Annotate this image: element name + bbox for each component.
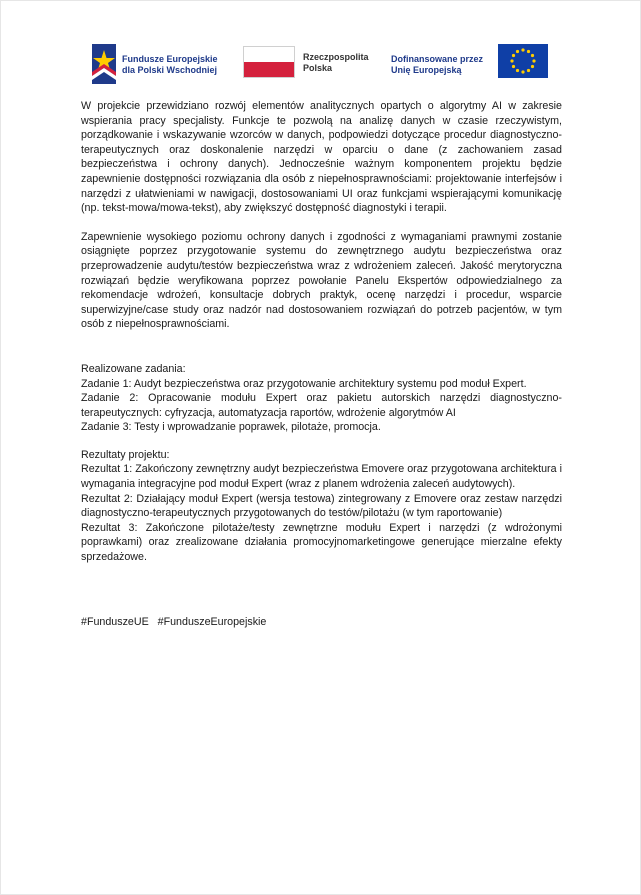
- result-item-2: Rezultat 2: Działający moduł Expert (wersja testowa) zintegrowany z Emovere oraz zestaw narzędzi diagnostyczno-terapeutycznych przygotowanych do testów/pilotażu (w tym raportowanie): [81, 492, 562, 520]
- result-item-3: Rezultat 3: Zakończone pilotaże/testy zewnętrzne modułu Expert i narzędzi (z wdrożonymi poprawkami) oraz zrealizowane działania promocyjnomarketingowe generujące mierzalne efekty sprzedażowe.: [81, 521, 562, 564]
- task-item-1: Zadanie 1: Audyt bezpieczeństwa oraz przygotowanie architektury systemu pod moduł Expert.: [81, 377, 527, 390]
- logo-fe-line2: dla Polski Wschodniej: [122, 65, 218, 75]
- tasks-heading: Realizowane zadania:: [81, 362, 186, 375]
- logo-ue-line1: Dofinansowane przez: [391, 54, 484, 64]
- results-heading: Rezultaty projektu:: [81, 448, 170, 461]
- paragraph-ai-analytics: W projekcie przewidziano rozwój elementów analitycznych opartych o algorytmy AI w zakresie wspierania pracy specjalisty. Funkcje te pozwolą na analizę danych w czasie rzeczywistym, porządkowanie i wskazywanie wzorców w danych, podpowiedzi dotyczące procedur diagnostyczno-terapeutycznych oraz doskonalenie narzędzi w oparciu o dane (z zachowaniem zasad bezpieczeństwa i ochrony danych). Jednocześnie ważnym komponentem projektu będzie zapewnienie dostępności rozwiązania dla osób z niepełnosprawnościami: projektowanie interfejsów i narzędzi z ułatwieniami w nawigacji, dostosowaniami UI oraz funkcjami wspierającymi komunikację (np. tekst-mowa/mowa-tekst), aby zwiększyć dostępność diagnostyki i terapii.: [81, 100, 562, 215]
- logo-rzeczpospolita-polska: [243, 46, 383, 82]
- document-body: [81, 99, 562, 629]
- logo-fundusze-europejskie: [90, 42, 230, 86]
- task-item-3: Zadanie 3: Testy i wprowadzanie poprawek, pilotaże, promocja.: [81, 421, 381, 434]
- task-item-2: Zadanie 2: Opracowanie modułu Expert oraz pakietu autorskich narzędzi diagnostyczno-terapeutycznych: cyfryzacja, automatyzacja raportów, wdrożenie algorytmów AI: [81, 392, 562, 419]
- fundusze-europejskie-star-icon: [90, 42, 118, 86]
- result-item-1: Rezultat 1: Zakończony zewnętrzny audyt bezpieczeństwa Emovere oraz przygotowana architektura i wymagania integracyjne pod moduł Expert (wraz z planem wdrożenia zaleceń audytowych).: [81, 463, 562, 491]
- logo-unia-europejska: [391, 44, 551, 84]
- logo-rp-line2: Polska: [303, 63, 333, 73]
- logo-fe-line1: Fundusze Europejskie: [122, 54, 218, 64]
- hashtags: #FunduszeUE #FunduszeEuropejskie: [81, 615, 267, 628]
- paragraph-data-protection: Zapewnienie wysokiego poziomu ochrony danych i zgodności z wymaganiami prawnymi zostanie osiągnięte poprzez przygotowanie systemu do zewnętrznego audytu bezpieczeństwa oraz przeprowadzenie audytu/testów bezpieczeństwa wraz z wdrożeniem zaleceń. Jakość merytoryczna rozwiązań będzie weryfikowana poprzez powołanie Panelu Ekspertów odpowiedzialnego za rekomendacje wdrożeń, konsultacje dobrych praktyk, ocenę narzędzi i procedur, wsparcie superwizyjne/case study oraz nadzór nad dostosowaniem rozwiązań do potrzeb pacjentów, w tym osób z niepełnosprawnościami.: [81, 230, 562, 331]
- eu-flag-icon: [498, 44, 548, 78]
- polish-flag-icon: [243, 46, 295, 78]
- logo-ue-line2: Unię Europejską: [391, 65, 462, 75]
- funding-logos-header: [0, 38, 641, 90]
- logo-rp-line1: Rzeczpospolita: [303, 52, 369, 62]
